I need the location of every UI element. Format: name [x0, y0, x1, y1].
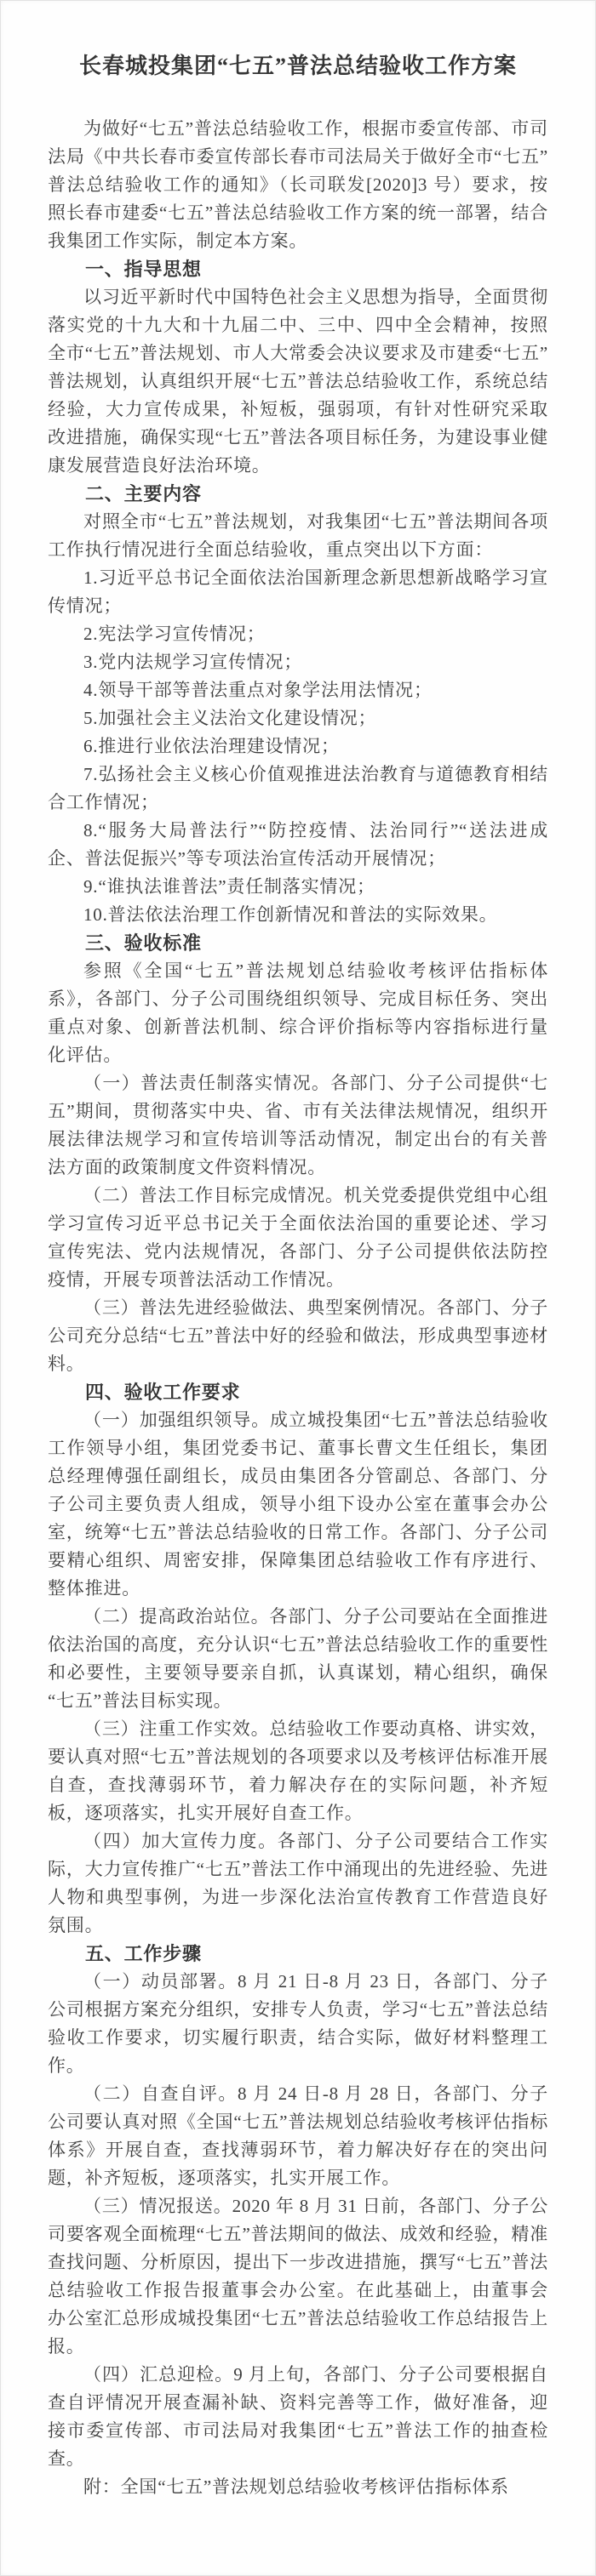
- paragraph: 以习近平新时代中国特色社会主义思想为指导，全面贯彻落实党的十九大和十九届二中、三中、四中全会精神，按照全市“七五”普法规划、市人大常委会决议要求及市建委“七五”普法规划，认真组织开展“七五”普法总结验收工作，系统总结经验，大力宣传成果，补短板，强弱项，有针对性研究采取改进措施，确保实现“七五”普法各项目标任务，为建设事业健康发展营造良好法治环境。: [48, 287, 548, 476]
- list-item-1: 1.习近平总书记全面依法治国新理念新思想新战略学习宣传情况；: [48, 567, 548, 616]
- document-title: 长春城投集团“七五”普法总结验收工作方案: [78, 54, 517, 78]
- section-heading-4: 四、验收工作要求: [85, 1382, 241, 1403]
- document-content: [1, 1, 595, 2501]
- paragraph: （一）加强组织领导。成立城投集团“七五”普法总结验收工作领导小组，集团党委书记、董事长曹文生任组长，集团总经理傅强任副组长，成员由集团各分管副总、各部门、分子公司主要负责人组成，领导小组下设办公室在董事会办公室，统筹“七五”普法总结验收的日常工作。各部门、分子公司要精心组织、周密安排，保障集团总结验收工作有序进行、整体推进。: [48, 1410, 548, 1599]
- list-item-5: 5.加强社会主义法治文化建设情况；: [83, 708, 377, 728]
- list-item-8: 8.“服务大局普法行”“防控疫情、法治同行”“送法进成企、普法促振兴”等专项法治宣传活动开展情况；: [48, 820, 548, 869]
- paragraph: 参照《全国“七五”普法规划总结验收考核评估指标体系》，各部门、分子公司围绕组织领导、完成目标任务、突出重点对象、创新普法机制、综合评价指标等内容指标进行量化评估。: [48, 960, 548, 1065]
- paragraph: （三）注重工作实效。总结验收工作要动真格、讲实效，要认真对照“七五”普法规划的各项要求以及考核评估标准开展自查，查找薄弱环节，着力解决存在的实际问题，补齐短板，逐项落实，扎实开展好自查工作。: [48, 1718, 548, 1823]
- list-item-10: 10.普法依法治理工作创新情况和普法的实际效果。: [83, 904, 498, 925]
- paragraph: （三）情况报送。2020 年 8 月 31 日前，各部门、分子公司要客观全面梳理“七五”普法期间的做法、成效和经验，精准查找问题、分析原因，提出下一步改进措施，撰写“七五”普法总结验收工作报告报董事会办公室。在此基础上，由董事会办公室汇总形成城投集团“七五”普法总结验收工作总结报告上报。: [48, 2196, 548, 2357]
- list-item-9: 9.“谁执法谁普法”责任制落实情况；: [83, 876, 375, 897]
- paragraph: （二）普法工作目标完成情况。机关党委提供党组中心组学习宣传习近平总书记关于全面依法治国的重要论述、学习宣传宪法、党内法规情况，各部门、分子公司提供依法防控疫情，开展专项普法活动工作情况。: [48, 1185, 548, 1290]
- list-item-2: 2.宪法学习宣传情况；: [83, 624, 266, 644]
- list-item-7: 7.弘扬社会主义核心价值观推进法治教育与道德教育相结合工作情况；: [48, 764, 548, 812]
- list-item-6: 6.推进行业依法治理建设情况；: [83, 736, 340, 756]
- attachment-note: 附：全国“七五”普法规划总结验收考核评估指标体系: [83, 2476, 509, 2497]
- list-item-3: 3.党内法规学习宣传情况；: [83, 652, 303, 672]
- section-heading-2: 二、主要内容: [85, 483, 202, 504]
- intro-paragraph: 为做好“七五”普法总结验收工作，根据市委宣传部、市司法局《中共长春市委宣传部长春市司法局关于做好全市“七五”普法总结验收工作的通知》（长司联发[2020]3 号）要求，按照长春市建委“七五”普法总结验收工作方案的统一部署，结合我集团工作实际，制定本方案。: [48, 118, 548, 251]
- paragraph: （一）普法责任制落实情况。各部门、分子公司提供“七五”期间，贯彻落实中央、省、市有关法律法规情况，组织开展法律法规学习和宣传培训等活动情况，制定出台的有关普法方面的政策制度文件资料情况。: [48, 1073, 548, 1177]
- paragraph: （四）汇总迎检。9 月上旬，各部门、分子公司要根据自查自评情况开展查漏补缺、资料完善等工作，做好准备，迎接市委宣传部、市司法局对我集团“七五”普法工作的抽查检查。: [48, 2364, 548, 2469]
- list-item-4: 4.领导干部等普法重点对象学法用法情况；: [83, 680, 433, 700]
- paragraph: （二）提高政治站位。各部门、分子公司要站在全面推进依法治国的高度，充分认识“七五”普法总结验收工作的重要性和必要性，主要领导要亲自抓，认真谋划，精心组织，确保“七五”普法目标实现。: [48, 1606, 548, 1711]
- paragraph: （三）普法先进经验做法、典型案例情况。各部门、分子公司充分总结“七五”普法中好的经验和做法，形成典型事迹材料。: [48, 1297, 548, 1374]
- section-heading-3: 三、验收标准: [85, 932, 202, 954]
- section-heading-1: 一、指导思想: [85, 259, 202, 280]
- paragraph: （四）加大宣传力度。各部门、分子公司要结合工作实际，大力宣传推广“七五”普法工作中涌现出的先进经验、先进人物和典型事例，为进一步深化法治宣传教育工作营造良好氛围。: [48, 1831, 548, 1935]
- paragraph: 对照全市“七五”普法规划，对我集团“七五”普法期间各项工作执行情况进行全面总结验收，重点突出以下方面：: [48, 511, 548, 560]
- paragraph: （一）动员部署。8 月 21 日-8 月 23 日，各部门、分子公司根据方案充分组织，安排专人负责，学习“七五”普法总结验收工作要求，切实履行职责，结合实际，做好材料整理工作。: [48, 1971, 548, 2076]
- paragraph: （二）自查自评。8 月 24 日-8 月 28 日，各部门、分子公司要认真对照《全国“七五”普法规划总结验收考核评估指标体系》开展自查，查找薄弱环节，着力解决好存在的突出问题，补齐短板，逐项落实，扎实开展工作。: [48, 2083, 548, 2188]
- section-heading-5: 五、工作步骤: [85, 1943, 202, 1964]
